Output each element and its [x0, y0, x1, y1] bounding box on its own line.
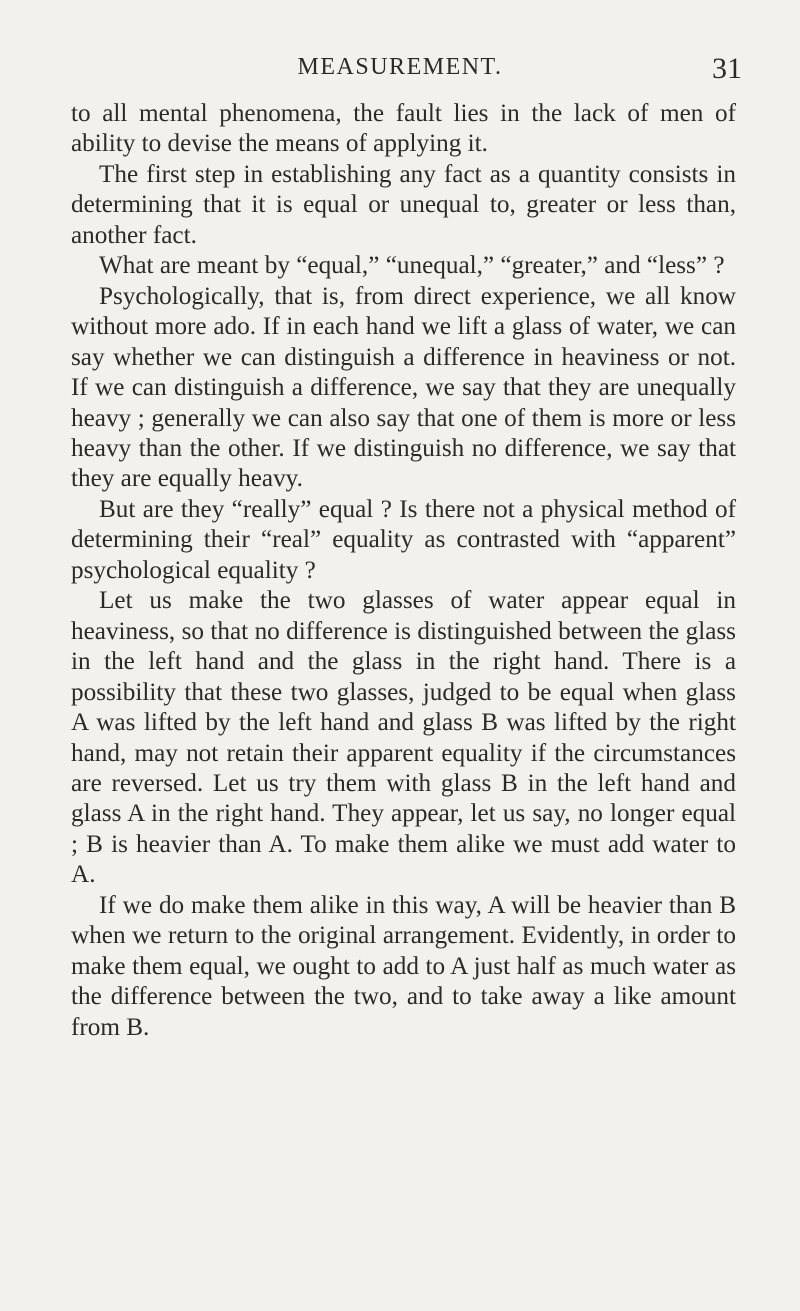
paragraph-continued: to all mental phenomena, the fault lies in the lack of men of ability to devise the means of applying it. [71, 100, 736, 158]
page-number: 31 [712, 52, 742, 85]
paragraph-question: What are meant by “equal,” “unequal,” “greater,” and “less” ? [99, 252, 725, 280]
paragraph-first-step: The first step in establishing any fact as a quantity consists in determining that it is equal or unequal to, greater or less than, another fact. [71, 160, 736, 249]
paragraph-conclusion: If we do make them alike in this way, A will be heavier than B when we return to the original arrangement. Evidently, in order to make them equal, we ought to add to A just half as much water as the difference between the two, and to take away a like amount from B. [71, 891, 736, 1041]
body-text [71, 99, 736, 1043]
running-title: MEASUREMENT. [297, 54, 503, 80]
paragraph-psychologically: Psychologically, that is, from direct experience, we all know without more ado. If in each hand we lift a glass of water, we can say whether we can distinguish a difference in heaviness or not. If we can distinguish a difference, we say that they are unequally heavy ; generally we can also say that one of them is more or less heavy than the other. If we distinguish no difference, we say that they are equally heavy. [71, 282, 736, 493]
paragraph-really-equal: But are they “really” equal ? Is there not a physical method of determining their “real” equality as contrasted with “apparent” psychological equality ? [71, 495, 736, 584]
paragraph-glasses: Let us make the two glasses of water appear equal in heaviness, so that no difference is distinguished between the glass in the left hand and the glass in the right hand. There is a possibility that these two glasses, judged to be equal when glass A was lifted by the left hand and glass B was lifted by the right hand, may not retain their apparent equality if the circumstances are reversed. Let us try them with glass B in the left hand and glass A in the right hand. They appear, let us say, no longer equal ; B is heavier than A. To make them alike we must add water to A. [71, 587, 736, 889]
running-head [0, 52, 800, 92]
